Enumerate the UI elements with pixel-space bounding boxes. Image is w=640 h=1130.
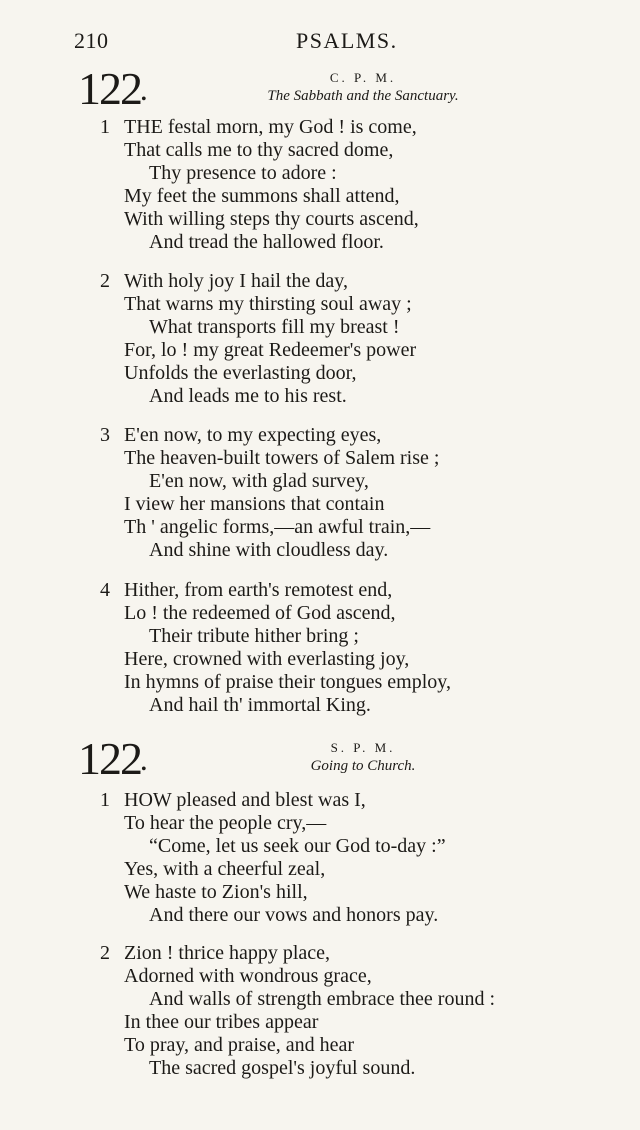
stanza-number: 1 <box>100 116 110 138</box>
verse-line: Yes, with a cheerful zeal, <box>124 858 326 880</box>
verse-line: Th ' angelic forms,—an awful train,— <box>124 516 431 538</box>
stanza-number: 1 <box>100 789 110 811</box>
verse-line: To pray, and praise, and hear <box>124 1034 354 1056</box>
stanza <box>100 942 610 1080</box>
verse-line: What transports fill my breast ! <box>149 316 400 338</box>
stanza <box>100 116 610 254</box>
verse-line: And shine with cloudless day. <box>149 539 389 561</box>
verse-line: THE festal morn, my God ! is come, <box>124 116 417 138</box>
stanza <box>100 424 610 562</box>
verse-line: In thee our tribes appear <box>124 1011 319 1033</box>
stanza-number: 2 <box>100 270 110 292</box>
verse-line: E'en now, with glad survey, <box>149 470 369 492</box>
stanza <box>100 579 610 717</box>
verse-line: Thy presence to adore : <box>149 162 337 184</box>
verse-line: To hear the people cry,— <box>124 812 327 834</box>
verse-line: Hither, from earth's remotest end, <box>124 579 393 601</box>
verse-line: Zion ! thrice happy place, <box>124 942 331 964</box>
verse-line: E'en now, to my expecting eyes, <box>124 424 382 446</box>
verse-line: We haste to Zion's hill, <box>124 881 308 903</box>
hymn-meter: S. P. M. <box>330 740 396 755</box>
verse-line: HOW pleased and blest was I, <box>124 789 366 811</box>
verse-line: Lo ! the redeemed of God ascend, <box>124 602 396 624</box>
hymn-subtitle: The Sabbath and the Sanctuary. <box>267 88 459 104</box>
page-header-title: PSALMS. <box>296 28 398 53</box>
verse-line: The heaven-built towers of Salem rise ; <box>124 447 440 469</box>
page-number: 210 <box>74 28 109 53</box>
hymn-meter: C. P. M. <box>329 70 397 85</box>
verse-line: Their tribute hither bring ; <box>149 625 359 647</box>
stanza-number: 4 <box>100 579 110 601</box>
verse-line: My feet the summons shall attend, <box>124 185 400 207</box>
hymn-subtitle: Going to Church. <box>310 758 416 774</box>
verse-line: The sacred gospel's joyful sound. <box>149 1057 416 1079</box>
verse-line: That warns my thirsting soul away ; <box>124 293 412 315</box>
stanza <box>100 270 610 408</box>
verse-line: And hail th' immortal King. <box>149 694 371 716</box>
hymn-number: 122• <box>78 63 147 114</box>
stanza-number: 3 <box>100 424 110 446</box>
verse-line: And walls of strength embrace thee round : <box>149 988 496 1010</box>
verse-line: I view her mansions that contain <box>124 493 385 515</box>
running-head <box>74 28 610 58</box>
verse-line: “Come, let us seek our God to-day :” <box>149 835 446 857</box>
verse-line: Here, crowned with everlasting joy, <box>124 648 410 670</box>
stanza-number: 2 <box>100 942 110 964</box>
verse-line: In hymns of praise their tongues employ, <box>124 671 451 693</box>
hymn-heading <box>78 63 598 120</box>
verse-line: And tread the hallowed floor. <box>149 231 384 253</box>
verse-line: For, lo ! my great Redeemer's power <box>124 339 417 361</box>
stanza <box>100 789 610 927</box>
verse-line: And there our vows and honors pay. <box>149 904 439 926</box>
verse-line: Unfolds the everlasting door, <box>124 362 357 384</box>
verse-line: Adorned with wondrous grace, <box>124 965 372 987</box>
hymn-number: 122• <box>78 733 147 784</box>
verse-line: And leads me to his rest. <box>149 385 347 407</box>
verse-line: With holy joy I hail the day, <box>124 270 348 292</box>
verse-line: That calls me to thy sacred dome, <box>124 139 394 161</box>
hymn-heading <box>78 733 598 790</box>
verse-line: With willing steps thy courts ascend, <box>124 208 419 230</box>
